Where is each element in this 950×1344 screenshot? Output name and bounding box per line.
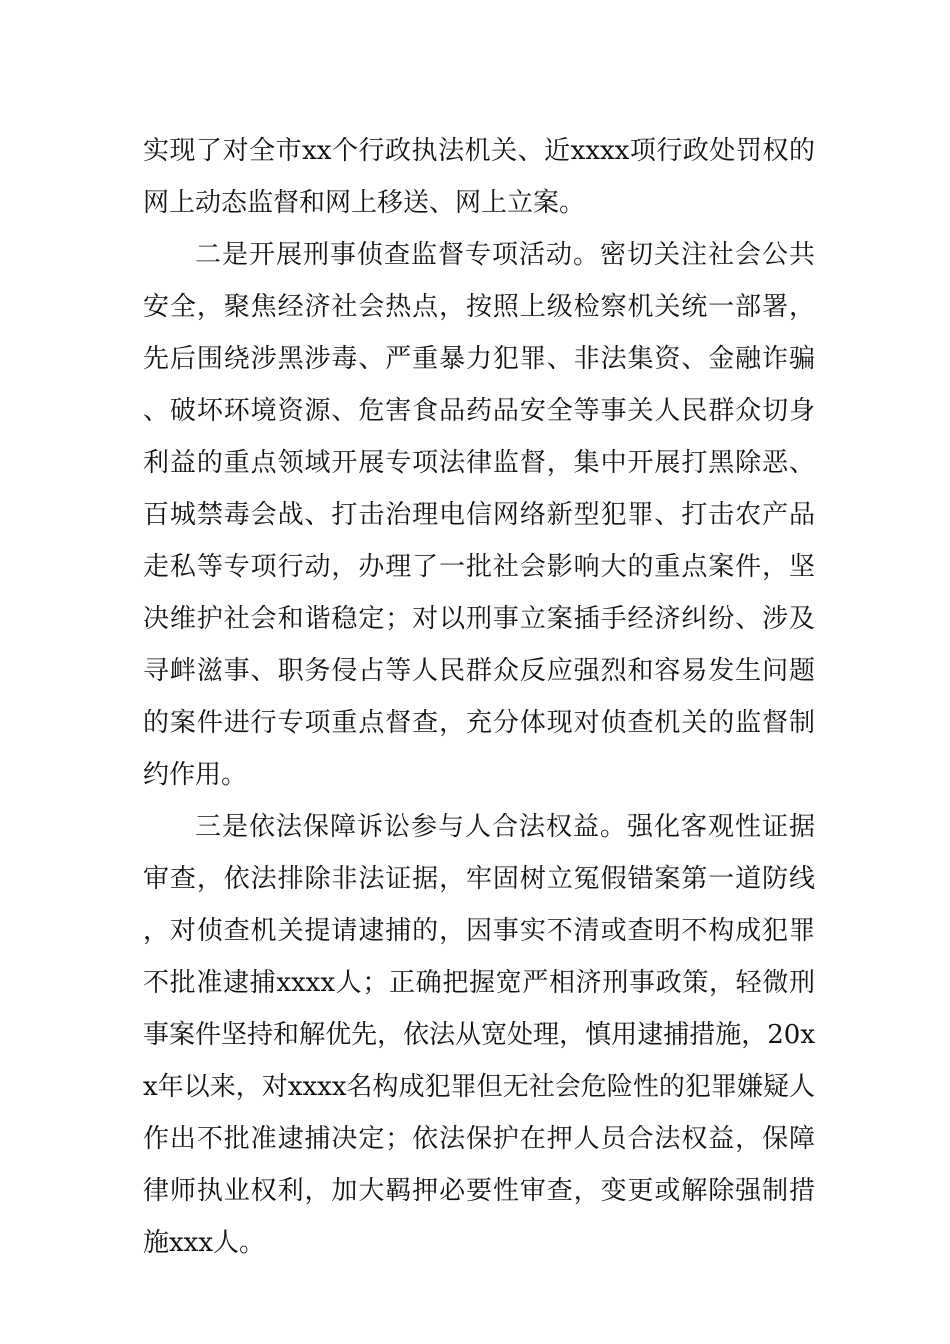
paragraph-criminal-investigation-supervision: 二是开展刑事侦查监督专项活动。密切关注社会公共安全，聚焦经济社会热点，按照上级检察机关统一部署，先后围绕涉黑涉毒、严重暴力犯罪、非法集资、金融诈骗、破坏环境资源、危害食品药品安全等事关人民群众切身利益的重点领域开展专项法律监督，集中开展打黑除恶、百城禁毒会战、打击治理电信网络新型犯罪、打击农产品走私等专项行动，办理了一批社会影响大的重点案件，坚决维护社会和谐稳定；对以刑事立案插手经济纠纷、涉及寻衅滋事、职务侵占等人民群众反应强烈和容易发生问题的案件进行专项重点督查，充分体现对侦查机关的监督制约作用。 [143,240,815,790]
paragraph-litigation-participant-rights: 三是依法保障诉讼参与人合法权益。强化客观性证据审查，依法排除非法证据，牢固树立冤假错案第一道防线，对侦查机关提请逮捕的，因事实不清或查明不构成犯罪不批准逮捕xxxx人；正确把握宽严相济刑事政策，轻微刑事案件坚持和解优先，依法从宽处理，慎用逮捕措施，20xx年以来，对xxxx名构成犯罪但无社会危险性的犯罪嫌疑人作出不批准逮捕决定；依法保护在押人员合法权益，保障律师执业权利，加大羁押必要性审查，变更或解除强制措施xxx人。 [143,812,815,1258]
paragraph-continuation: 实现了对全市xx个行政执法机关、近xxxx项行政处罚权的网上动态监督和网上移送、网上立案。 [143,136,815,218]
document-body [143,125,815,1269]
